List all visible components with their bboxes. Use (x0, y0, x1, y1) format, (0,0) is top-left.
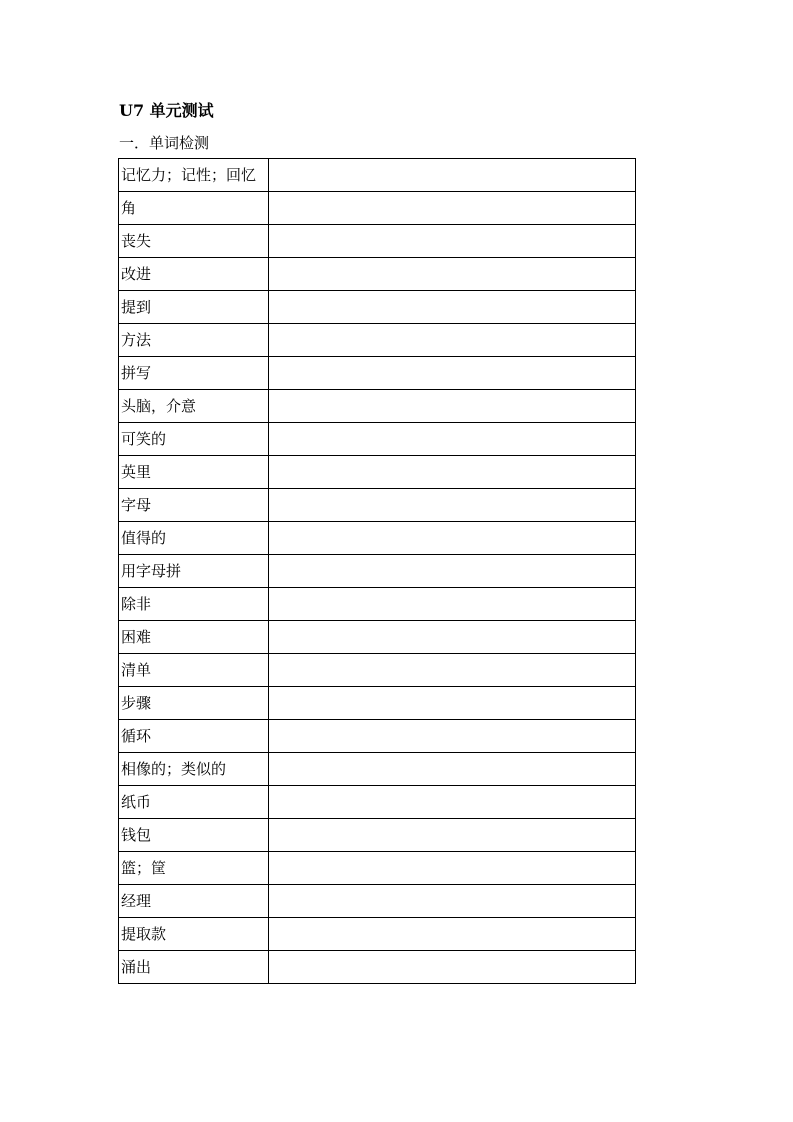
chinese-term-cell: 除非 (119, 588, 269, 621)
chinese-term-cell: 相像的；类似的 (119, 753, 269, 786)
answer-cell[interactable] (269, 753, 636, 786)
chinese-term-cell: 英里 (119, 456, 269, 489)
answer-cell[interactable] (269, 192, 636, 225)
table-row (119, 918, 636, 951)
table-row (119, 489, 636, 522)
table-row (119, 753, 636, 786)
vocab-table (118, 158, 636, 984)
table-row (119, 225, 636, 258)
table-row (119, 192, 636, 225)
chinese-term-cell: 清单 (119, 654, 269, 687)
chinese-term-cell: 用字母拼 (119, 555, 269, 588)
table-row (119, 819, 636, 852)
answer-cell[interactable] (269, 423, 636, 456)
chinese-term-cell: 步骤 (119, 687, 269, 720)
table-row (119, 654, 636, 687)
chinese-term-cell: 提到 (119, 291, 269, 324)
answer-cell[interactable] (269, 258, 636, 291)
answer-cell[interactable] (269, 588, 636, 621)
answer-cell[interactable] (269, 918, 636, 951)
answer-cell[interactable] (269, 951, 636, 984)
table-row (119, 423, 636, 456)
chinese-term-cell: 角 (119, 192, 269, 225)
chinese-term-cell: 丧失 (119, 225, 269, 258)
table-row (119, 621, 636, 654)
table-row (119, 258, 636, 291)
answer-cell[interactable] (269, 720, 636, 753)
chinese-term-cell: 涌出 (119, 951, 269, 984)
table-row (119, 720, 636, 753)
chinese-term-cell: 循环 (119, 720, 269, 753)
answer-cell[interactable] (269, 291, 636, 324)
answer-cell[interactable] (269, 621, 636, 654)
section-heading-vocab-check: 一．单词检测 (119, 134, 210, 152)
chinese-term-cell: 经理 (119, 885, 269, 918)
table-row (119, 885, 636, 918)
table-row (119, 456, 636, 489)
chinese-term-cell: 字母 (119, 489, 269, 522)
chinese-term-cell: 纸币 (119, 786, 269, 819)
answer-cell[interactable] (269, 489, 636, 522)
chinese-term-cell: 头脑，介意 (119, 390, 269, 423)
answer-cell[interactable] (269, 786, 636, 819)
table-row (119, 588, 636, 621)
vocab-table-body (119, 159, 636, 984)
chinese-term-cell: 拼写 (119, 357, 269, 390)
chinese-term-cell: 记忆力；记性；回忆 (119, 159, 269, 192)
answer-cell[interactable] (269, 852, 636, 885)
table-row (119, 159, 636, 192)
answer-cell[interactable] (269, 654, 636, 687)
table-row (119, 357, 636, 390)
answer-cell[interactable] (269, 159, 636, 192)
chinese-term-cell: 困难 (119, 621, 269, 654)
chinese-term-cell: 方法 (119, 324, 269, 357)
answer-cell[interactable] (269, 390, 636, 423)
chinese-term-cell: 可笑的 (119, 423, 269, 456)
table-row (119, 786, 636, 819)
table-row (119, 291, 636, 324)
answer-cell[interactable] (269, 555, 636, 588)
table-row (119, 555, 636, 588)
table-row (119, 324, 636, 357)
answer-cell[interactable] (269, 456, 636, 489)
chinese-term-cell: 篮；筐 (119, 852, 269, 885)
answer-cell[interactable] (269, 819, 636, 852)
answer-cell[interactable] (269, 225, 636, 258)
answer-cell[interactable] (269, 522, 636, 555)
answer-cell[interactable] (269, 885, 636, 918)
answer-cell[interactable] (269, 324, 636, 357)
table-row (119, 390, 636, 423)
table-row (119, 951, 636, 984)
answer-cell[interactable] (269, 687, 636, 720)
chinese-term-cell: 钱包 (119, 819, 269, 852)
chinese-term-cell: 提取款 (119, 918, 269, 951)
chinese-term-cell: 值得的 (119, 522, 269, 555)
page-title: U7 单元测试 (119, 101, 214, 120)
chinese-term-cell: 改进 (119, 258, 269, 291)
table-row (119, 687, 636, 720)
table-row (119, 522, 636, 555)
table-row (119, 852, 636, 885)
answer-cell[interactable] (269, 357, 636, 390)
